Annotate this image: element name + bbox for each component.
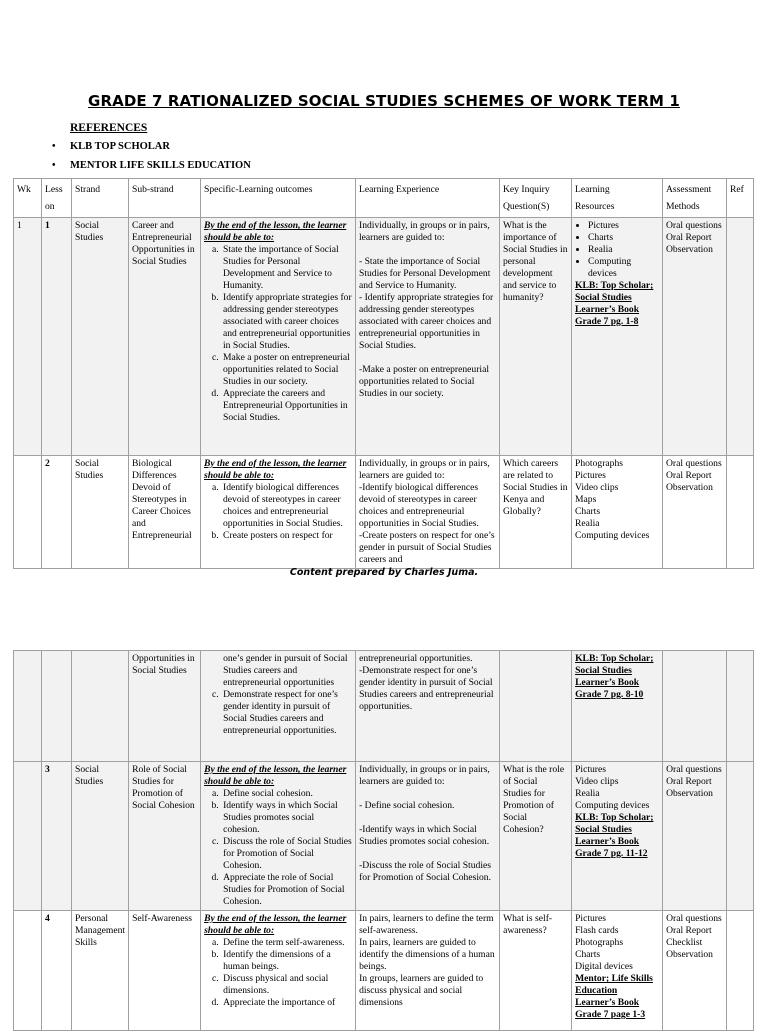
cell-resources: Pictures Flash cards Photographs Charts Digital devices Mentor; Life Skills Education Learner’s Book Grade 7 page 1-3 [572,911,663,1031]
outcome-list [204,937,352,1009]
cell-outcomes [201,762,356,911]
list-item: • Pictures [588,220,659,232]
table-row [14,911,754,1031]
cell-outcomes [201,218,356,456]
list-item: a. Identify biological differences devoid of stereotypes in career choices and entrepreneurial opportunities in Social Studies. [221,482,352,530]
cell-assessment: Oral questions Oral Report Observation [663,762,727,911]
cell-outcomes [201,456,356,569]
cell-sub-strand: Opportunities in Social Studies [129,651,201,762]
outcome-intro: By the end of the lesson, the learner should be able to: [204,220,347,243]
cell-lesson: 1 [42,218,72,456]
list-item: c. Discuss physical and social dimensions. [221,973,352,997]
cell-outcomes [201,911,356,1031]
book-reference: Mentor; Life Skills Education Learner’s Book Grade 7 page 1-3 [575,973,653,1020]
header-experience: Learning Experience [356,179,500,218]
list-item: • Charts [588,232,659,244]
cell-key-inquiry [500,651,572,762]
table-header-row [14,179,754,218]
cell-outcomes [201,651,356,762]
list-item: one’s gender in pursuit of Social Studies careers and entrepreneurial opportunities [223,653,348,688]
table-row [14,651,754,762]
resource-list [575,220,659,280]
cell-lesson: 3 [42,762,72,911]
scheme-table-page-1 [13,178,754,569]
header-lesson: Less on [42,179,72,218]
cell-strand: Social Studies [72,456,129,569]
scheme-table-page-2 [13,650,754,1031]
list-item: • Computing devices [588,256,659,280]
cell-resources: Photographs Pictures Video clips Maps Charts Realia Computing devices [572,456,663,569]
header-ref: Ref [727,179,754,218]
cell-lesson [42,651,72,762]
header-assessment: Assessment Methods [663,179,727,218]
cell-sub-strand: Self-Awareness [129,911,201,1031]
cell-strand: Social Studies [72,218,129,456]
list-item: d. Appreciate the role of Social Studies for Promotion of Social Cohesion. [221,872,352,908]
book-reference: KLB: Top Scholar; Social Studies Learner’s Book Grade 7 pg. 8-10 [575,653,654,700]
list-item: • Realia [588,244,659,256]
cell-wk [14,456,42,569]
cell-strand: Personal Management Skills [72,911,129,1031]
list-item: b. Identify the dimensions of a human beings. [221,949,352,973]
header-key-inquiry: Key Inquiry Question(S) [500,179,572,218]
cell-ref [727,762,754,911]
cell-lesson: 4 [42,911,72,1031]
list-item: a. Define social cohesion. [221,788,352,800]
table-row [14,218,754,456]
header-sub-strand: Sub-strand [129,179,201,218]
outcome-intro: By the end of the lesson, the learner should be able to: [204,913,347,936]
cell-ref [727,651,754,762]
outcome-list [204,788,352,908]
outcome-list [204,482,352,542]
list-item: c. Demonstrate respect for one’s gender identity in pursuit of Social Studies careers and entrepreneurial opportunities. [221,689,352,737]
cell-lesson: 2 [42,456,72,569]
table-row [14,762,754,911]
cell-experience: Individually, in groups or in pairs, learners are guided to: -Identify biological differences devoid of stereotypes in career choices and entrepreneurial opportunities in Social Studies. -Create posters on respect for one’s gender in pursuit of Social Studies careers and [356,456,500,569]
book-reference: KLB: Top Scholar; Social Studies Learner’s Book Grade 7 pg. 11-12 [575,812,654,859]
cell-sub-strand: Role of Social Studies for Promotion of Social Cohesion [129,762,201,911]
cell-strand [72,651,129,762]
references-heading: REFERENCES [70,122,148,134]
cell-resources: Pictures Video clips Realia Computing devices KLB: Top Scholar; Social Studies Learner’s Book Grade 7 pg. 11-12 [572,762,663,911]
outcome-intro: By the end of the lesson, the learner should be able to: [204,764,347,787]
list-item: a. State the importance of Social Studies for Personal Development and Service to Humanity. [221,244,352,292]
cell-ref [727,911,754,1031]
cell-wk: 1 [14,218,42,456]
cell-wk [14,651,42,762]
list-item: d. Appreciate the careers and Entrepreneurial Opportunities in Social Studies. [221,388,352,424]
list-item: b. Identify ways in which Social Studies promotes social cohesion. [221,800,352,836]
cell-key-inquiry: What is self-awareness? [500,911,572,1031]
table-row [14,456,754,569]
header-resources: Learning Resources [572,179,663,218]
cell-ref [727,456,754,569]
cell-ref [727,218,754,456]
header-strand: Strand [72,179,129,218]
cell-assessment: Oral questions Oral Report Observation [663,218,727,456]
cell-sub-strand: Biological Differences Devoid of Stereotypes in Career Choices and Entrepreneurial [129,456,201,569]
list-item: b. Identify appropriate strategies for addressing gender stereotypes associated with career choices and entrepreneurial opportunities in Social Studies. [221,292,352,352]
bullet-icon: • [52,160,56,171]
cell-key-inquiry: What is the role of Social Studies for Promotion of Social Cohesion? [500,762,572,911]
outcome-list [204,244,352,424]
list-item: d. Appreciate the importance of [221,997,352,1009]
cell-experience: Individually, in groups or in pairs, learners are guided to: - Define social cohesion. -Identify ways in which Social Studies promotes social cohesion. -Discuss the role of Social Studies for Promotion of Social Cohesion. [356,762,500,911]
outcome-list [204,689,352,737]
cell-wk [14,762,42,911]
document-title: GRADE 7 RATIONALIZED SOCIAL STUDIES SCHEMES OF WORK TERM 1 [88,92,680,110]
references-list [52,140,251,178]
outcome-list [204,653,352,689]
cell-strand: Social Studies [72,762,129,911]
page-footer: Content prepared by Charles Juma. [289,567,479,578]
list-item: a. Define the term self-awareness. [221,937,352,949]
bullet-icon: • [52,141,56,152]
list-item: c. Discuss the role of Social Studies for Promotion of Social Cohesion. [221,836,352,872]
cell-key-inquiry: What is the importance of Social Studies in personal development and service to humanity? [500,218,572,456]
cell-resources [572,218,663,456]
cell-experience: In pairs, learners to define the term self-awareness. In pairs, learners are guided to identify the dimensions of a human beings. In groups, learners are guided to discuss physical and social dimensions [356,911,500,1031]
header-outcomes: Specific-Learning outcomes [201,179,356,218]
reference-item: • KLB TOP SCHOLAR [52,140,251,159]
cell-assessment: Oral questions Oral Report Observation [663,456,727,569]
cell-resources [572,651,663,762]
cell-experience: Individually, in groups or in pairs, learners are guided to: - State the importance of Social Studies for Personal Development and Service to Humanity. - Identify appropriate strategies for addressing gender stereotypes associated with career choices and entrepreneurial opportunities in Social Studies. -Make a poster on entrepreneurial opportunities related to Social Studies in our society. [356,218,500,456]
cell-assessment: Oral questions Oral Report Checklist Observation [663,911,727,1031]
cell-key-inquiry: Which careers are related to Social Studies in Kenya and Globally? [500,456,572,569]
cell-wk [14,911,42,1031]
cell-assessment [663,651,727,762]
outcome-intro: By the end of the lesson, the learner should be able to: [204,458,347,481]
book-reference: KLB: Top Scholar; Social Studies Learner’s Book Grade 7 pg. 1-8 [575,280,654,327]
list-item: c. Make a poster on entrepreneurial opportunities related to Social Studies in our society. [221,352,352,388]
cell-sub-strand: Career and Entrepreneurial Opportunities in Social Studies [129,218,201,456]
reference-item: • MENTOR LIFE SKILLS EDUCATION [52,159,251,178]
header-wk: Wk [14,179,42,218]
cell-experience: entrepreneurial opportunities. -Demonstrate respect for one’s gender identity in pursuit of Social Studies careers and entrepreneurial opportunities. [356,651,500,762]
list-item: b. Create posters on respect for [221,530,352,542]
